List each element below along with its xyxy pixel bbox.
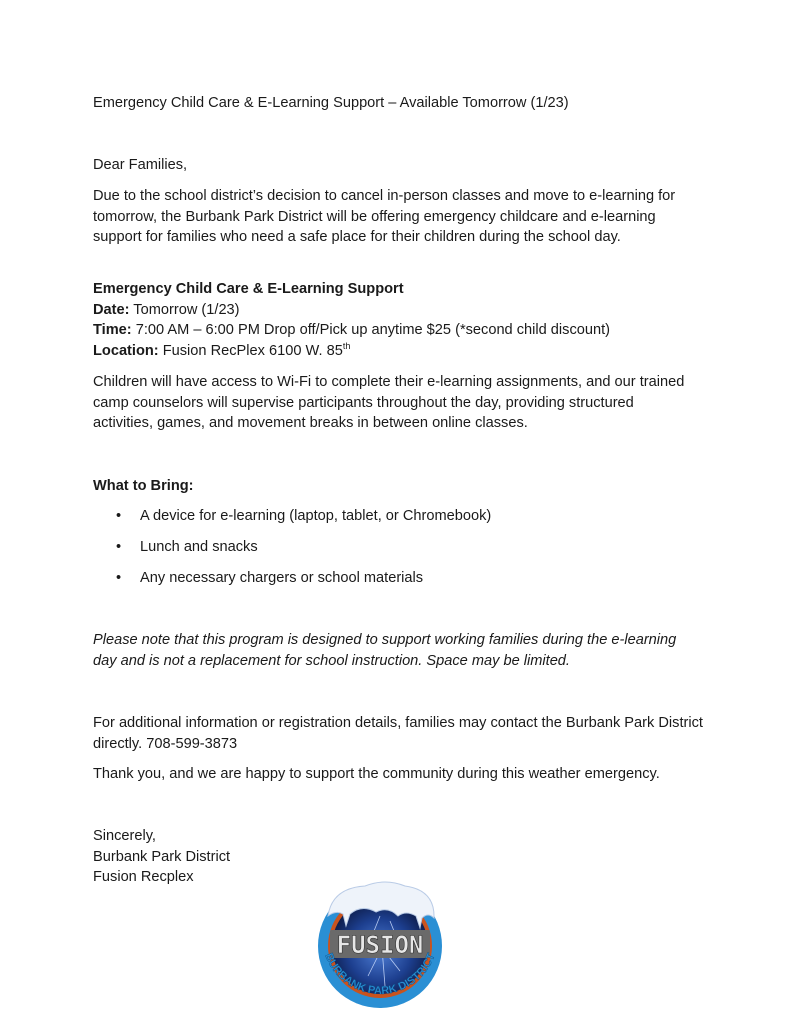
greeting: Dear Families, [93, 157, 188, 173]
location-label: Location: [93, 342, 159, 359]
date-value: Tomorrow (1/23) [133, 301, 240, 318]
bullet-icon: • [116, 508, 122, 524]
signoff [93, 826, 230, 888]
logo-main-text: FUSION [336, 931, 424, 959]
fusion-logo-icon [310, 876, 450, 1011]
signoff-facility: Fusion Recplex [93, 869, 194, 885]
note-paragraph: Please note that this program is designed to support working families during the e-learning day and is not a replacement for school instruction. Space may be limited. [93, 632, 677, 669]
description-paragraph: Children will have access to Wi-Fi to complete their e-learning assignments, and our trained camp counselors will supervise participants throughout the day, providing structured activities, games, and movement breaks in between online classes. [93, 374, 685, 431]
program-details [93, 279, 703, 361]
closing: Sincerely, [93, 828, 156, 844]
bring-heading: What to Bring: [93, 478, 194, 494]
signoff-org: Burbank Park District [93, 848, 231, 865]
bullet-icon: • [116, 539, 122, 555]
location-value: Fusion RecPlex 6100 W. 85 [162, 342, 343, 359]
list-item [93, 506, 491, 537]
time-row [93, 320, 703, 341]
time-value: 7:00 AM – 6:00 PM Drop off/Pick up anytime $25 (*second child discount) [135, 322, 611, 338]
bullet-icon: • [116, 570, 122, 586]
location-row [93, 341, 703, 362]
list-item [93, 537, 491, 568]
date-label: Date: [93, 301, 130, 318]
location-suffix: th [342, 340, 351, 351]
list-item [93, 568, 491, 599]
thanks-paragraph: Thank you, and we are happy to support the community during this weather emergency. [93, 766, 660, 782]
time-label: Time: [93, 322, 132, 338]
contact-paragraph: For additional information or registration details, families may contact the Burbank Park District directly. 708-599-3873 [93, 715, 703, 752]
logo-ring-text: BURBANK PARK DISTRICT [322, 951, 438, 998]
list-item-text: Lunch and snacks [140, 539, 258, 555]
bring-list [93, 506, 491, 599]
intro-paragraph: Due to the school district’s decision to cancel in-person classes and move to e-learning for tomorrow, the Burbank Park District will be offering emergency childcare and e-learning support for families who need a safe place for their children during the school day. [93, 188, 676, 245]
document-title: Emergency Child Care & E-Learning Support – Available Tomorrow (1/23) [93, 95, 569, 111]
list-item-text: A device for e-learning (laptop, tablet, or Chromebook) [140, 508, 492, 524]
details-heading: Emergency Child Care & E-Learning Support [93, 281, 404, 297]
date-row [93, 300, 703, 321]
list-item-text: Any necessary chargers or school materials [140, 570, 424, 586]
